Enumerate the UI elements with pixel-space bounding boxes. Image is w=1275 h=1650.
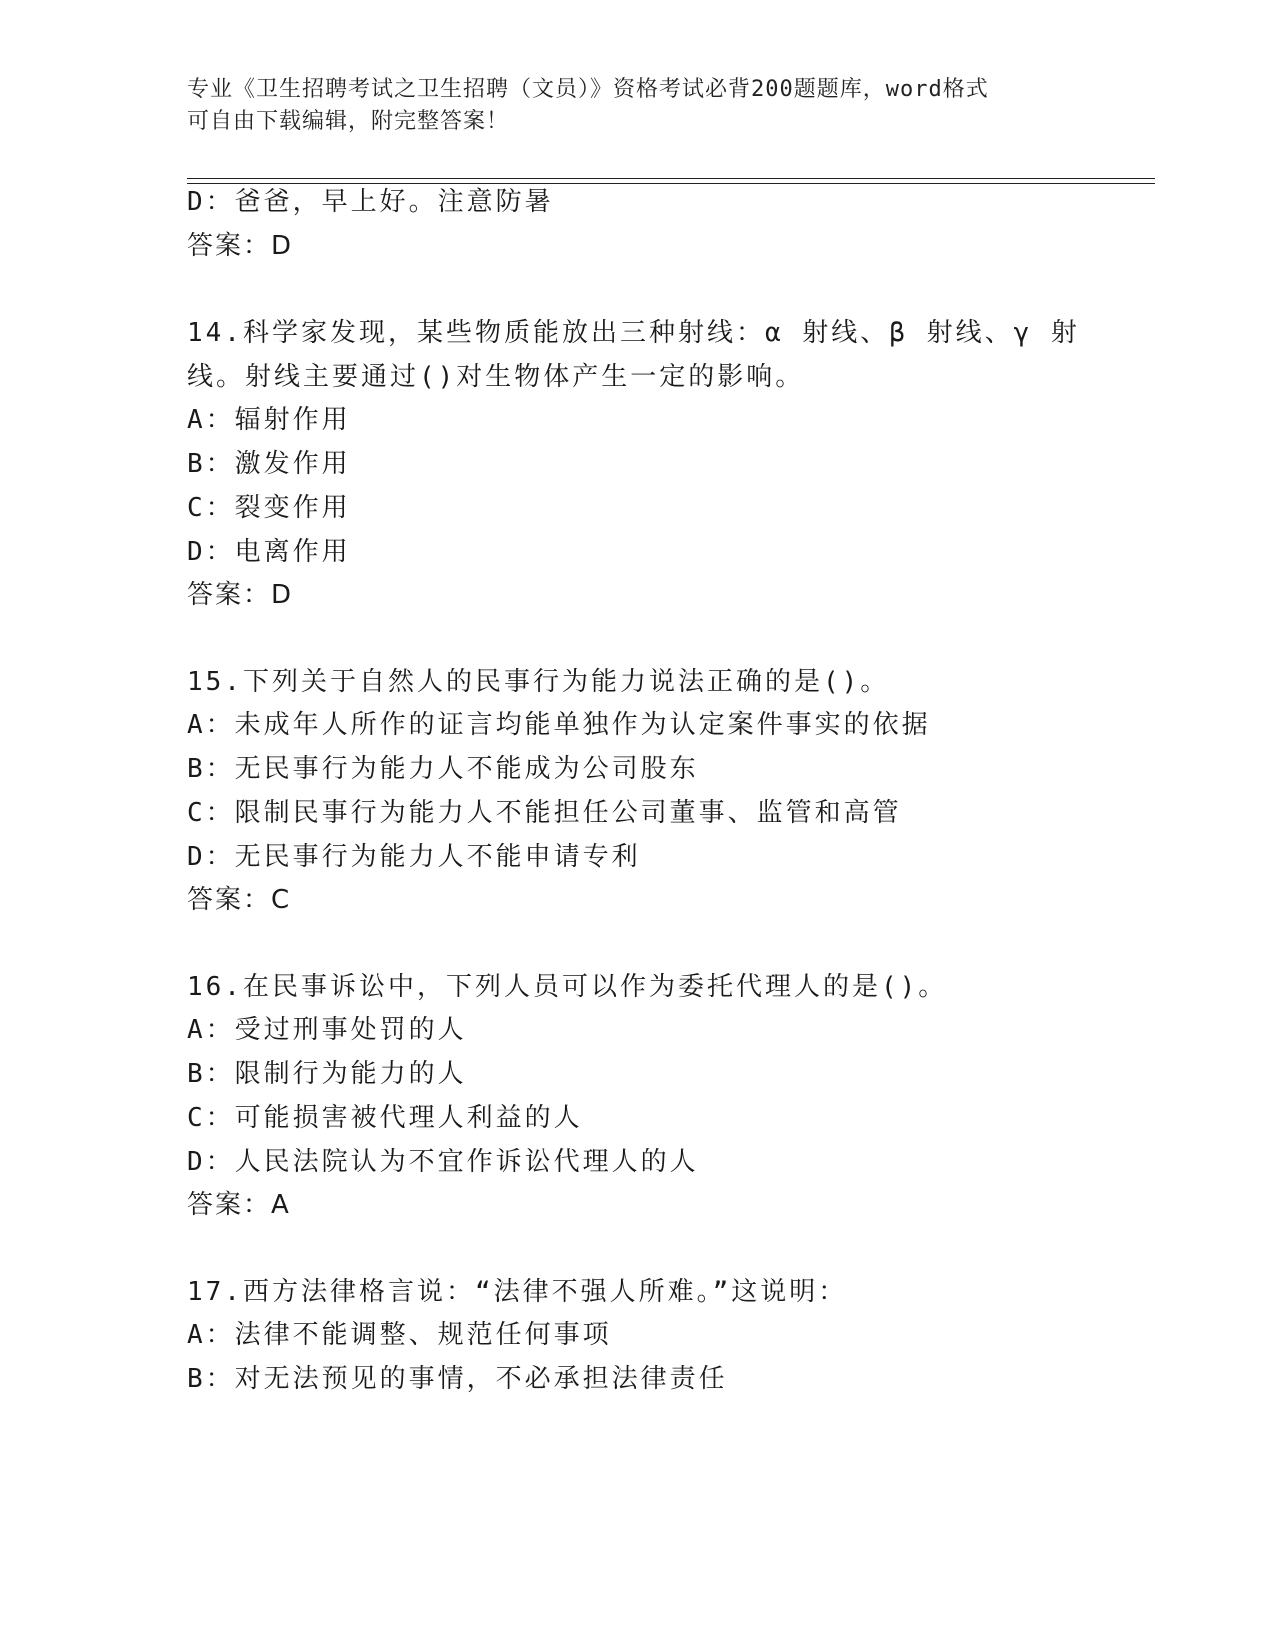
q16-stem: 16.在民事诉讼中，下列人员可以作为委托代理人的是()。 xyxy=(187,972,948,1002)
q14-option-a: A：辐射作用 xyxy=(187,405,351,435)
q15-option-b: B：无民事行为能力人不能成为公司股东 xyxy=(187,754,699,784)
q17-option-a: A：法律不能调整、规范任何事项 xyxy=(187,1320,612,1350)
prev-answer: 答案：D xyxy=(187,231,294,261)
q14-option-d: D：电离作用 xyxy=(187,537,351,567)
q16-option-a: A：受过刑事处罚的人 xyxy=(187,1015,467,1045)
prev-option-d: D：爸爸，早上好。注意防暑 xyxy=(187,187,554,217)
q15-option-d: D：无民事行为能力人不能申请专利 xyxy=(187,842,641,872)
q15-stem: 15.下列关于自然人的民事行为能力说法正确的是()。 xyxy=(187,667,890,697)
header-title-line2: 可自由下载编辑，附完整答案！ xyxy=(187,109,510,134)
header-title-line1: 专业《卫生招聘考试之卫生招聘（文员）》资格考试必背200题题库，word格式 xyxy=(187,77,989,102)
page-header xyxy=(187,74,1067,138)
q15-option-a: A：未成年人所作的证言均能单独作为认定案件事实的依据 xyxy=(187,710,931,740)
q15-option-c: C：限制民事行为能力人不能担任公司董事、监管和高管 xyxy=(187,798,902,828)
q16-option-b: B：限制行为能力的人 xyxy=(187,1059,467,1089)
header-divider-top xyxy=(187,178,1155,179)
q15-answer: 答案：C xyxy=(187,885,292,915)
q14-option-b: B：激发作用 xyxy=(187,449,351,479)
q14-stem-line1: 14.科学家发现，某些物质能放出三种射线：α 射线、β 射线、γ 射 xyxy=(187,318,1080,348)
q17-stem: 17.西方法律格言说：“法律不强人所难。”这说明： xyxy=(187,1277,848,1307)
q16-option-d: D：人民法院认为不宜作诉讼代理人的人 xyxy=(187,1147,699,1177)
q14-stem-line2: 线。射线主要通过()对生物体产生一定的影响。 xyxy=(187,362,805,392)
q17-option-b: B：对无法预见的事情，不必承担法律责任 xyxy=(187,1364,728,1394)
q14-option-c: C：裂变作用 xyxy=(187,493,351,523)
q16-answer: 答案：A xyxy=(187,1190,291,1220)
q16-option-c: C：可能损害被代理人利益的人 xyxy=(187,1103,583,1133)
q14-answer: 答案：D xyxy=(187,580,294,610)
header-divider-bottom xyxy=(187,183,1155,184)
